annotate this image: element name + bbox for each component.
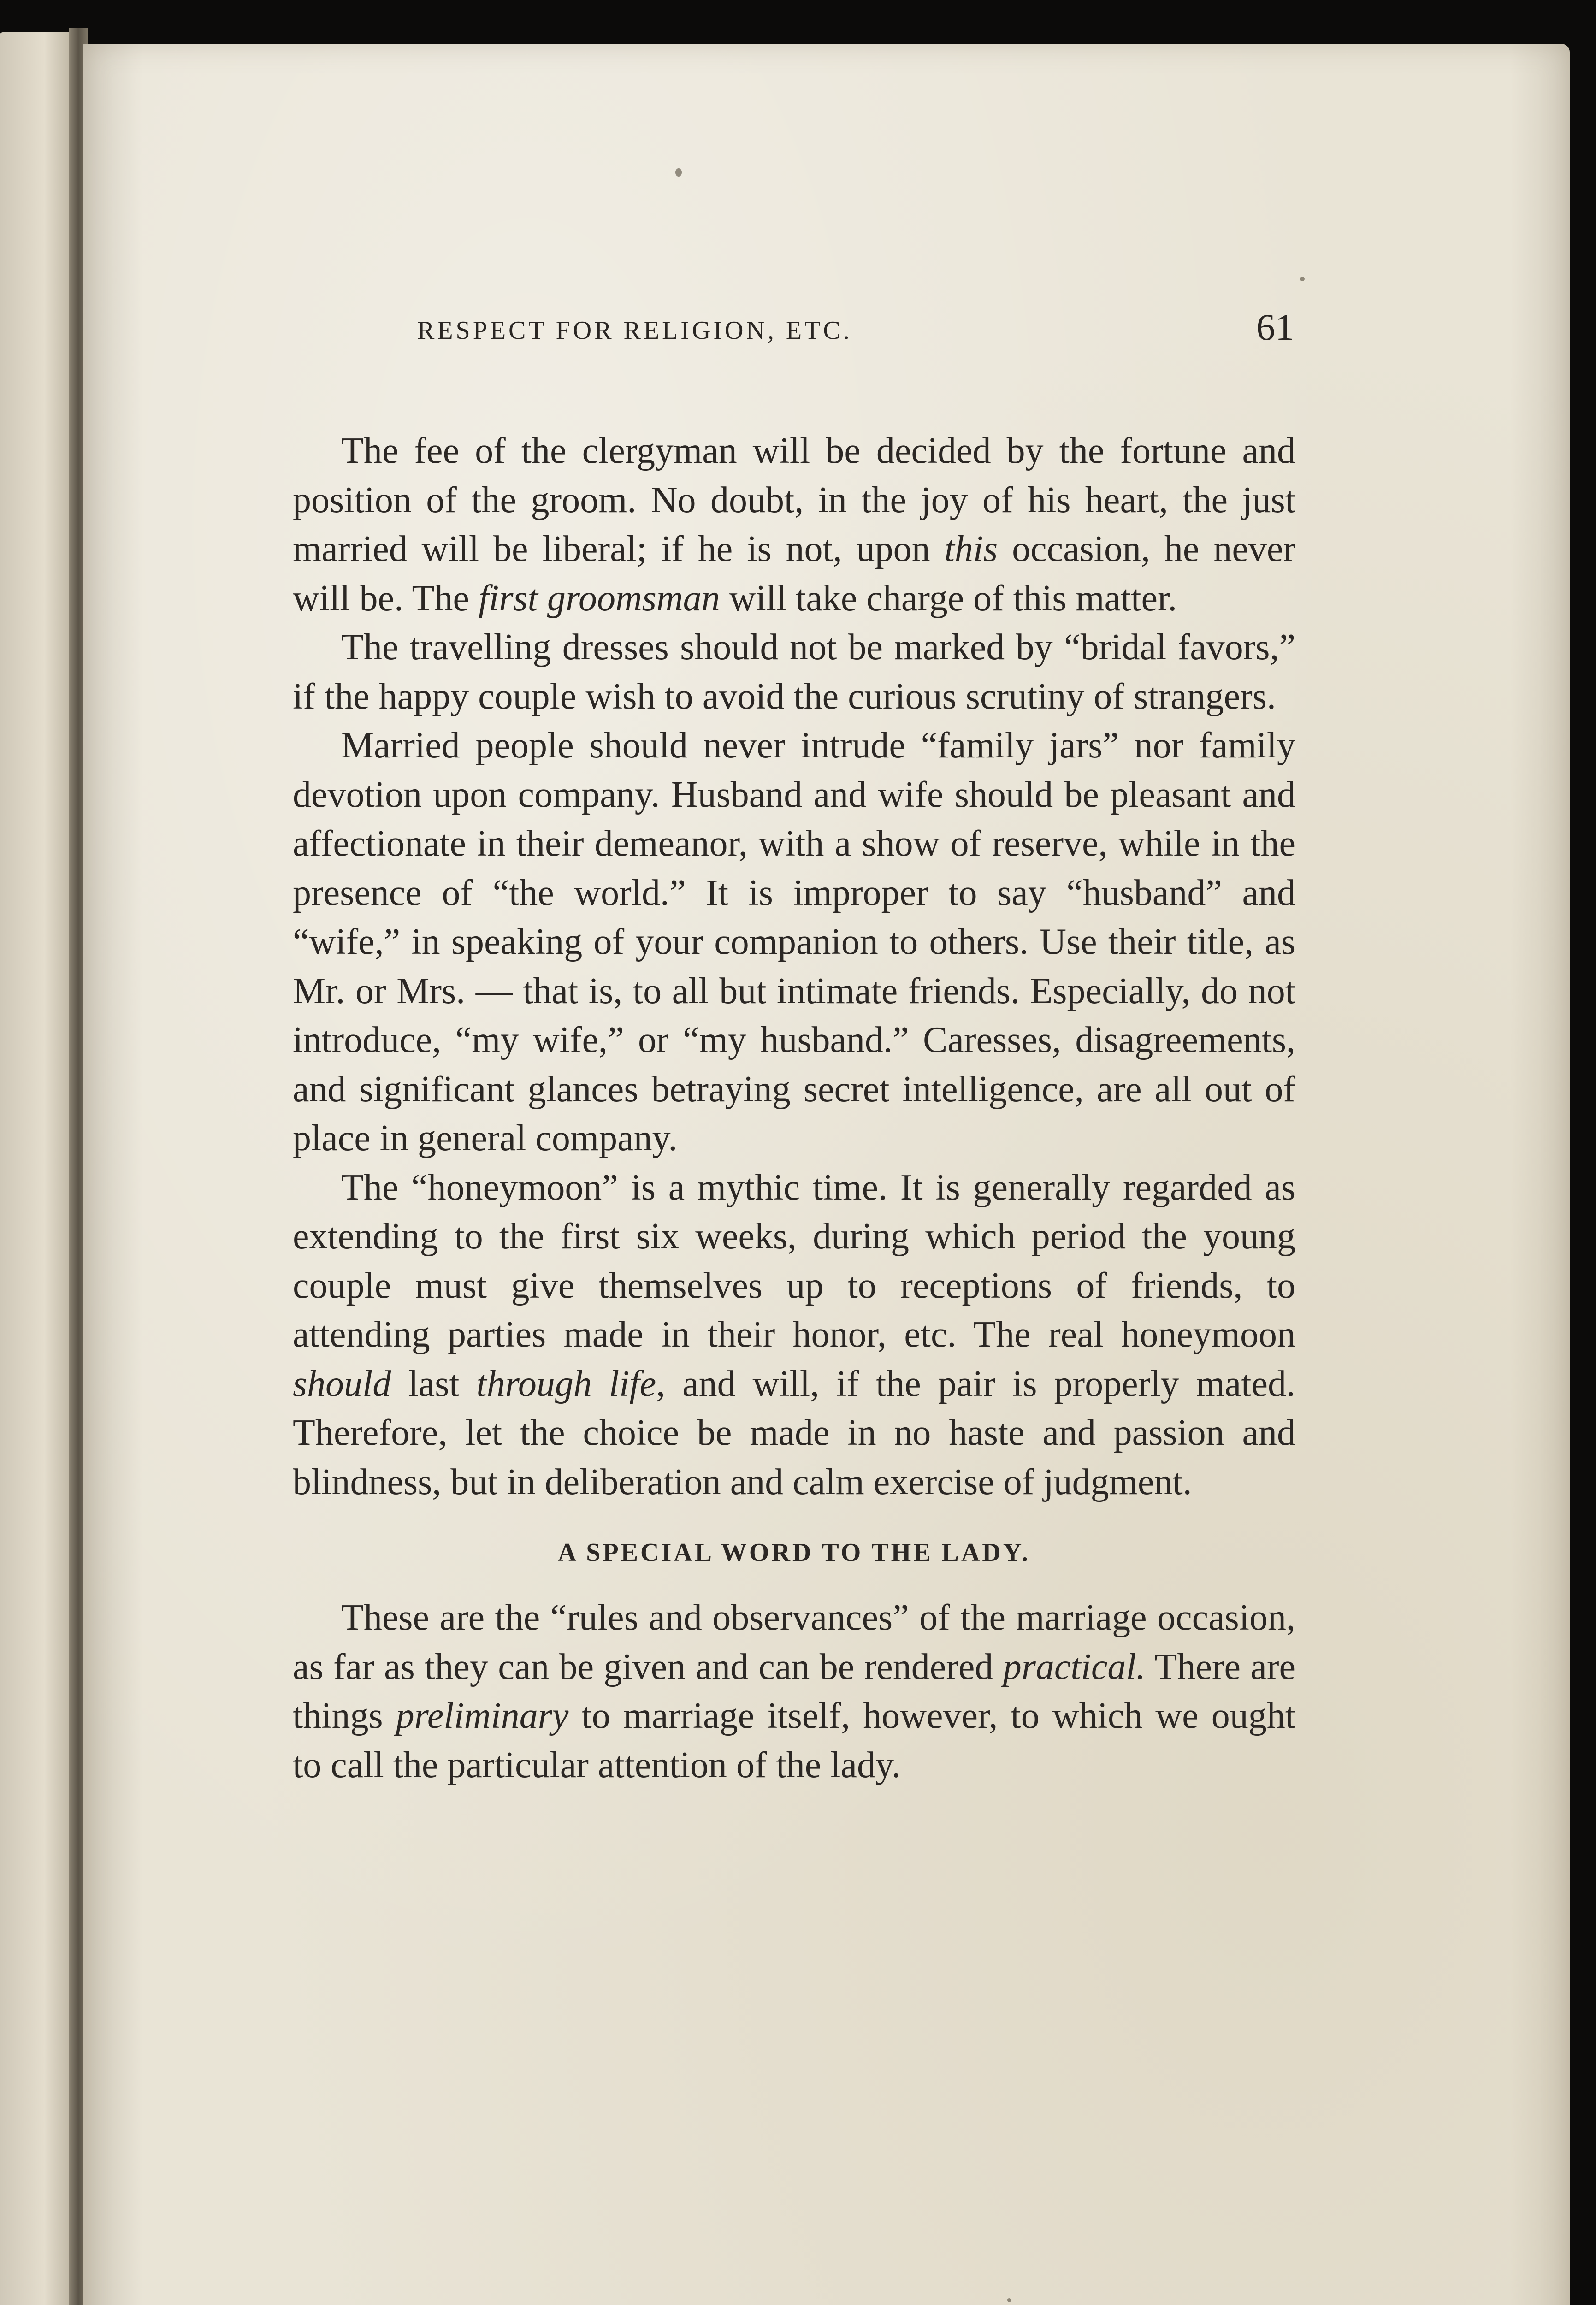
page-number: 61 xyxy=(1256,306,1294,348)
text-run: The travelling dresses should not be marked by “bridal favors,” if the happy couple wish to avoid the curious scrutiny of strangers. xyxy=(293,627,1295,717)
text-run: last xyxy=(391,1363,477,1404)
paragraph-honeymoon xyxy=(293,1163,1295,1507)
paper-speck xyxy=(1007,2298,1011,2302)
running-head xyxy=(83,302,1570,357)
text-run: will take charge of this matter. xyxy=(720,578,1177,619)
italic-run: this xyxy=(944,529,998,569)
running-head-title: RESPECT FOR RELIGION, ETC. xyxy=(417,316,852,345)
paragraph-clergyman-fee xyxy=(293,426,1295,623)
italic-run: practical. xyxy=(1003,1646,1146,1687)
paragraph-married-people xyxy=(293,721,1295,1163)
paragraph-rules-observances xyxy=(293,1593,1295,1790)
italic-run: through life xyxy=(476,1363,656,1404)
italic-run: first groomsman xyxy=(478,578,720,619)
text-run: Married people should never intrude “family jars” nor family devotion upon company. Husband and wife should be pleasant and affectionate in their demeanor, with a show of reserve, while in the presence of “the world.” It is improper to say “husband” and “wife,” in speaking of your companion to others. Use their title, as Mr. or Mrs. — that is, to all but intimate friends. Especially, do not introduce, “my wife,” or “my husband.” Caresses, disagreements, and significant glances betraying secret intelligence, are all out of place in general company. xyxy=(293,725,1295,1158)
text-run: occasion, he never will be. The xyxy=(293,529,1296,619)
text-run: These are the “rules and observances” of the marriage occasion, as far as they can be given and can be rendered xyxy=(293,1597,1295,1687)
facing-page-edge xyxy=(0,32,81,2305)
text-run: There are things xyxy=(293,1646,1295,1736)
text-run: The fee of the clergyman will be decided by the fortune and position of the groom. No doubt, in the joy of his heart, the just married will be liberal; if he is not, upon xyxy=(293,431,1295,569)
paper-speck xyxy=(675,168,682,177)
italic-run: preliminary xyxy=(396,1696,569,1736)
text-run: The “honeymoon” is a mythic time. It is generally regarded as extending to the first six weeks, during which period the young couple must give themselves up to receptions of friends, to attending parties made in their honor, etc. The real honeymoon xyxy=(293,1167,1295,1355)
book-page xyxy=(83,44,1570,2305)
paper-speck xyxy=(1300,277,1305,281)
text-run: , and will, if the pair is properly mated. Therefore, let the choice be made in no haste and passion and blindness, but in deliberation and calm exercise of judgment. xyxy=(293,1363,1296,1502)
paragraph-travelling-dresses xyxy=(293,623,1295,721)
body-text xyxy=(293,426,1295,1790)
section-heading: A SPECIAL WORD TO THE LADY. xyxy=(557,1538,1031,1567)
italic-run: should xyxy=(293,1363,391,1404)
text-run: to marriage itself, however, to which we ought to call the particular attention of the lady. xyxy=(293,1696,1295,1785)
